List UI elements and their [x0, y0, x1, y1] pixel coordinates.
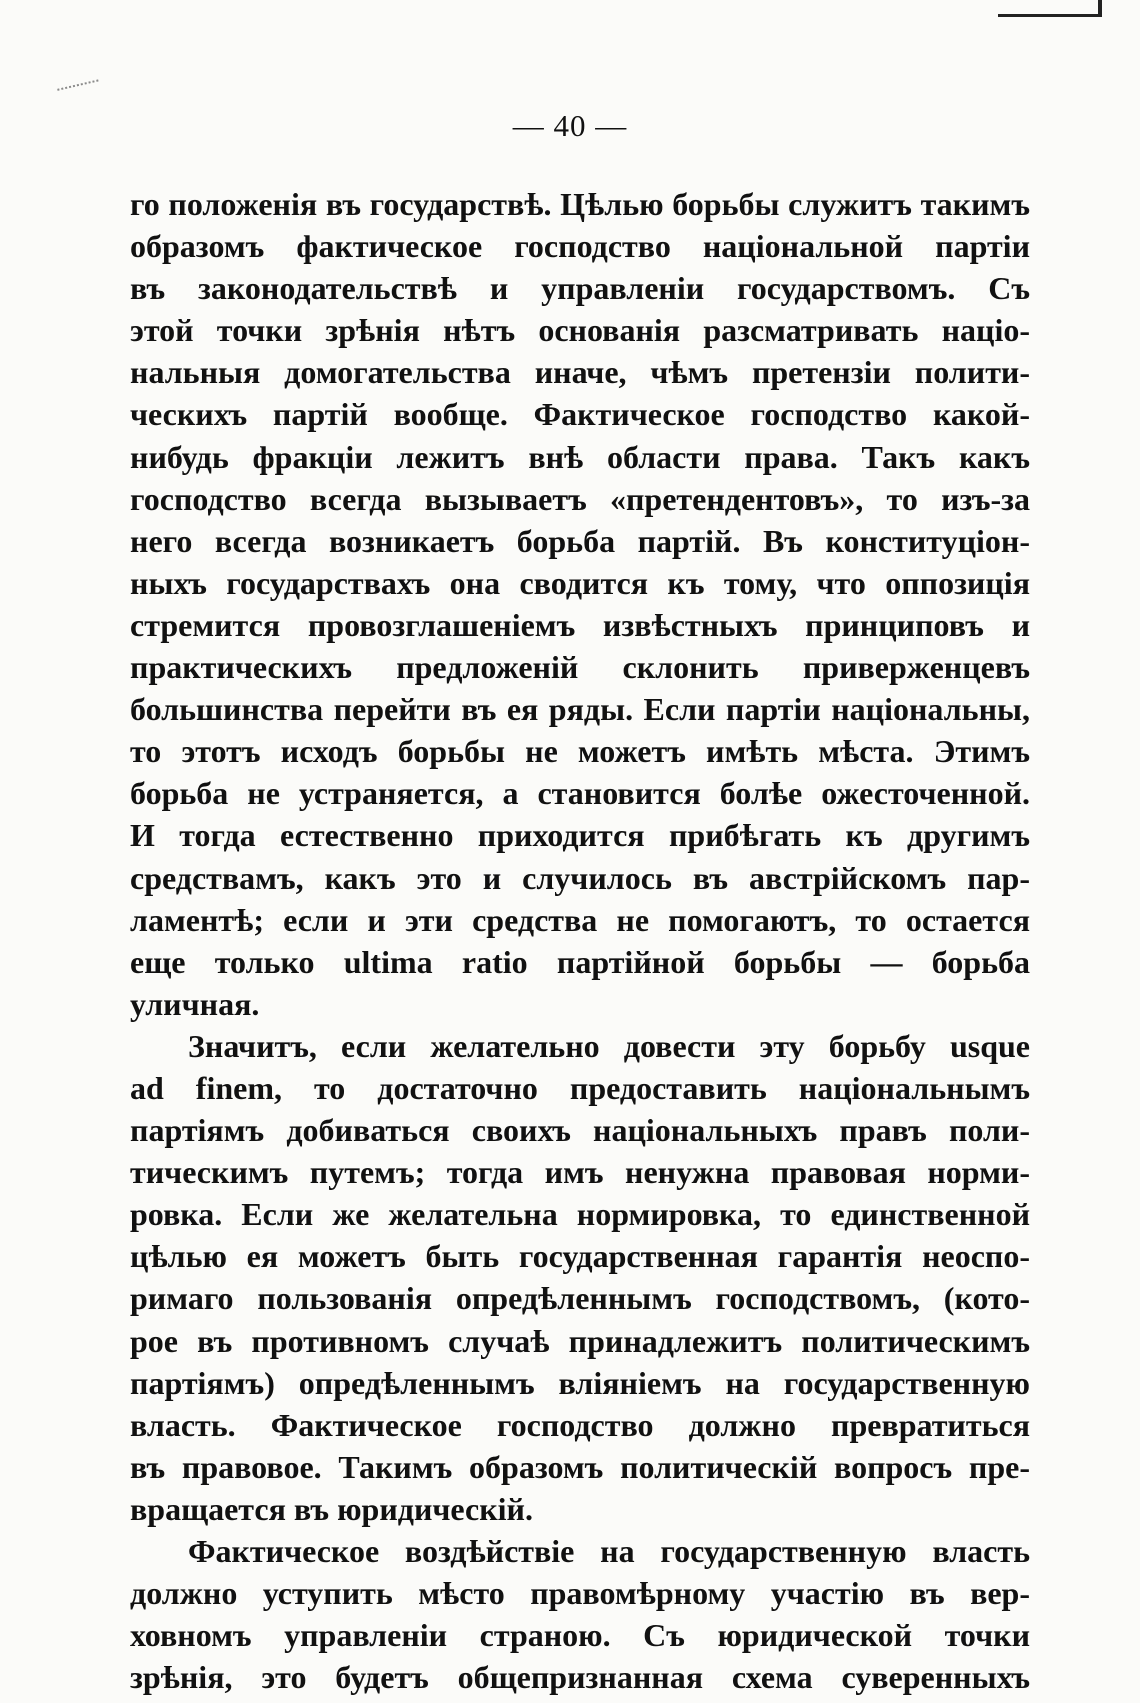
text-line: ламентѣ; если и эти средства не помогаютъ, то остается — [130, 901, 1030, 938]
text-line: него всегда возникаетъ борьба партій. Въ конституціон- — [130, 522, 1030, 559]
text-line: ховномъ управленіи страною. Съ юридической точки — [130, 1617, 1030, 1654]
text-line: еще только ultima ratio партійной борьбы — борьба — [130, 943, 1030, 980]
text-line: то этотъ исходъ борьбы не можетъ имѣть мѣста. Этимъ — [130, 733, 1030, 770]
text-line: рое въ противномъ случаѣ принадлежитъ политическимъ — [130, 1322, 1030, 1359]
text-line: ныхъ государствахъ она сводится къ тому, что оппозиція — [130, 564, 1030, 601]
stray-ink-mark — [57, 79, 101, 100]
scan-corner-mark — [998, 0, 1102, 17]
text-line: образомъ фактическое господство національной партіи — [130, 228, 1030, 265]
text-line: въ правовое. Такимъ образомъ политическій вопросъ пре- — [130, 1448, 1030, 1485]
text-line: партіямъ) опредѣленнымъ вліяніемъ на государственную — [130, 1364, 1030, 1401]
text-line: го положенія въ государствѣ. Цѣлью борьбы служитъ такимъ — [130, 186, 1030, 222]
text-line: ad finem, то достаточно предоставить національнымъ — [130, 1069, 1030, 1106]
text-line: римаго пользованія опредѣленнымъ господствомъ, (кото- — [130, 1280, 1030, 1317]
text-line: господство всегда вызываетъ «претендентовъ», то изъ-за — [130, 480, 1030, 517]
text-line: въ законодательствѣ и управленіи государствомъ. Съ — [130, 270, 1030, 307]
text-line: зрѣнія, это будетъ общепризнанная схема суверенныхъ — [130, 1659, 1030, 1696]
text-line: большинства перейти въ ея ряды. Если партіи національны, — [130, 691, 1030, 728]
text-line: нальныя домогательства иначе, чѣмъ претензіи полити- — [130, 354, 1030, 391]
text-line: партіямъ добиваться своихъ національныхъ правъ поли- — [130, 1112, 1030, 1149]
paragraph-start-line: Фактическое воздѣйствіе на государственную власть — [188, 1533, 1030, 1569]
text-line: борьба не устраняется, а становится болѣе ожесточенной. — [130, 775, 1030, 812]
text-line: этой точки зрѣнія нѣтъ основанія разсматривать націо- — [130, 312, 1030, 349]
text-line: должно уступить мѣсто правомѣрному участію въ вер- — [130, 1575, 1030, 1612]
text-line: власть. Фактическое господство должно превратиться — [130, 1406, 1030, 1443]
page-number: — 40 — — [512, 108, 628, 143]
text-line: цѣлью ея можетъ быть государственная гарантія неоспо- — [130, 1238, 1030, 1275]
body-text — [130, 183, 1030, 1698]
text-line: стремится провозглашеніемъ извѣстныхъ принциповъ и — [130, 606, 1030, 643]
text-line: практическихъ предложеній склонить приверженцевъ — [130, 649, 1030, 686]
paragraph-start-line: Значитъ, если желательно довести эту борьбу usque — [188, 1027, 1030, 1064]
paragraph-end-line: уличная. — [130, 985, 260, 1022]
text-line: ческихъ партій вообще. Фактическое господство какой- — [130, 396, 1030, 433]
text-line: нибудь фракціи лежитъ внѣ области права. Такъ какъ — [130, 438, 1030, 475]
paragraph-end-line: вращается въ юридическій. — [130, 1490, 533, 1527]
text-line: тическимъ путемъ; тогда имъ ненужна правовая норми- — [130, 1154, 1030, 1191]
text-line: средствамъ, какъ это и случилось въ австрійскомъ пар- — [130, 859, 1030, 896]
text-line: ровка. Если же желательна нормировка, то единственной — [130, 1196, 1030, 1233]
text-line: И тогда естественно приходится прибѣгать къ другимъ — [130, 817, 1030, 854]
